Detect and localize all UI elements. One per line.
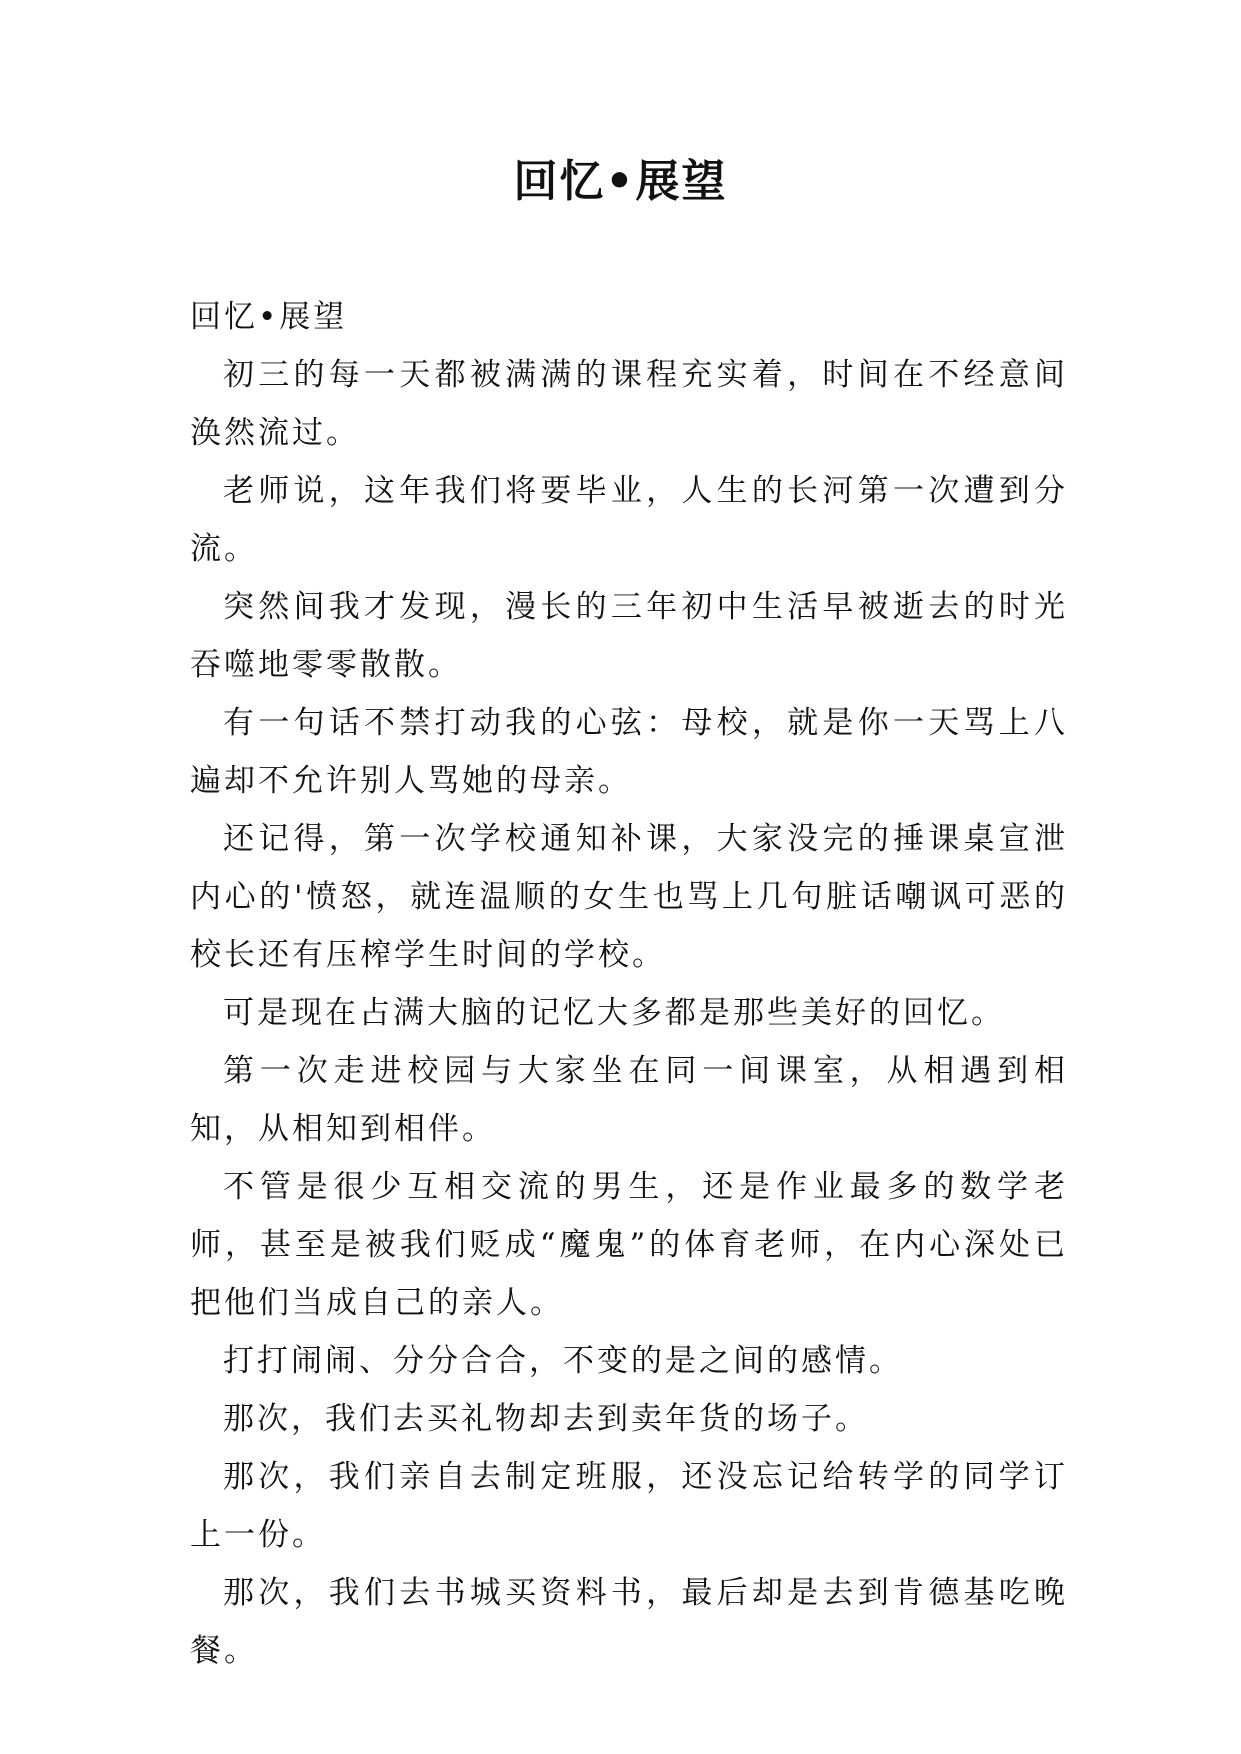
paragraph: 那次，我们亲自去制定班服，还没忘记给转学的同学订上一份。 bbox=[190, 1459, 1068, 1553]
paragraph: 还记得，第一次学校通知补课，大家没完的捶课桌宣泄内心的'愤怒，就连温顺的女生也骂上几句脏话嘲讽可恶的校长还有压榨学生时间的学校。 bbox=[190, 821, 1068, 973]
paragraph: 第一次走进校园与大家坐在同一间课室，从相遇到相知，从相知到相伴。 bbox=[190, 1053, 1068, 1147]
paragraph: 老师说，这年我们将要毕业，人生的长河第一次遭到分流。 bbox=[190, 473, 1068, 567]
paragraph: 突然间我才发现，漫长的三年初中生活早被逝去的时光吞噬地零零散散。 bbox=[190, 589, 1068, 683]
paragraph: 打打闹闹、分分合合，不变的是之间的感情。 bbox=[223, 1343, 903, 1379]
document-body bbox=[190, 288, 1068, 1680]
paragraph: 可是现在占满大脑的记忆大多都是那些美好的回忆。 bbox=[223, 995, 1005, 1031]
paragraph: 那次，我们去买礼物却去到卖年货的场子。 bbox=[223, 1401, 869, 1437]
paragraph: 有一句话不禁打动我的心弦：母校，就是你一天骂上八遍却不允许别人骂她的母亲。 bbox=[190, 705, 1068, 799]
document-title: 回忆•展望 bbox=[513, 156, 728, 207]
paragraph: 回忆•展望 bbox=[190, 299, 348, 335]
paragraph: 初三的每一天都被满满的课程充实着，时间在不经意间涣然流过。 bbox=[190, 357, 1068, 451]
paragraph: 那次，我们去书城买资料书，最后却是去到肯德基吃晚餐。 bbox=[190, 1575, 1068, 1669]
paragraph: 不管是很少互相交流的男生，还是作业最多的数学老师，甚至是被我们贬成“魔鬼”的体育老师，在内心深处已把他们当成自己的亲人。 bbox=[190, 1169, 1068, 1321]
